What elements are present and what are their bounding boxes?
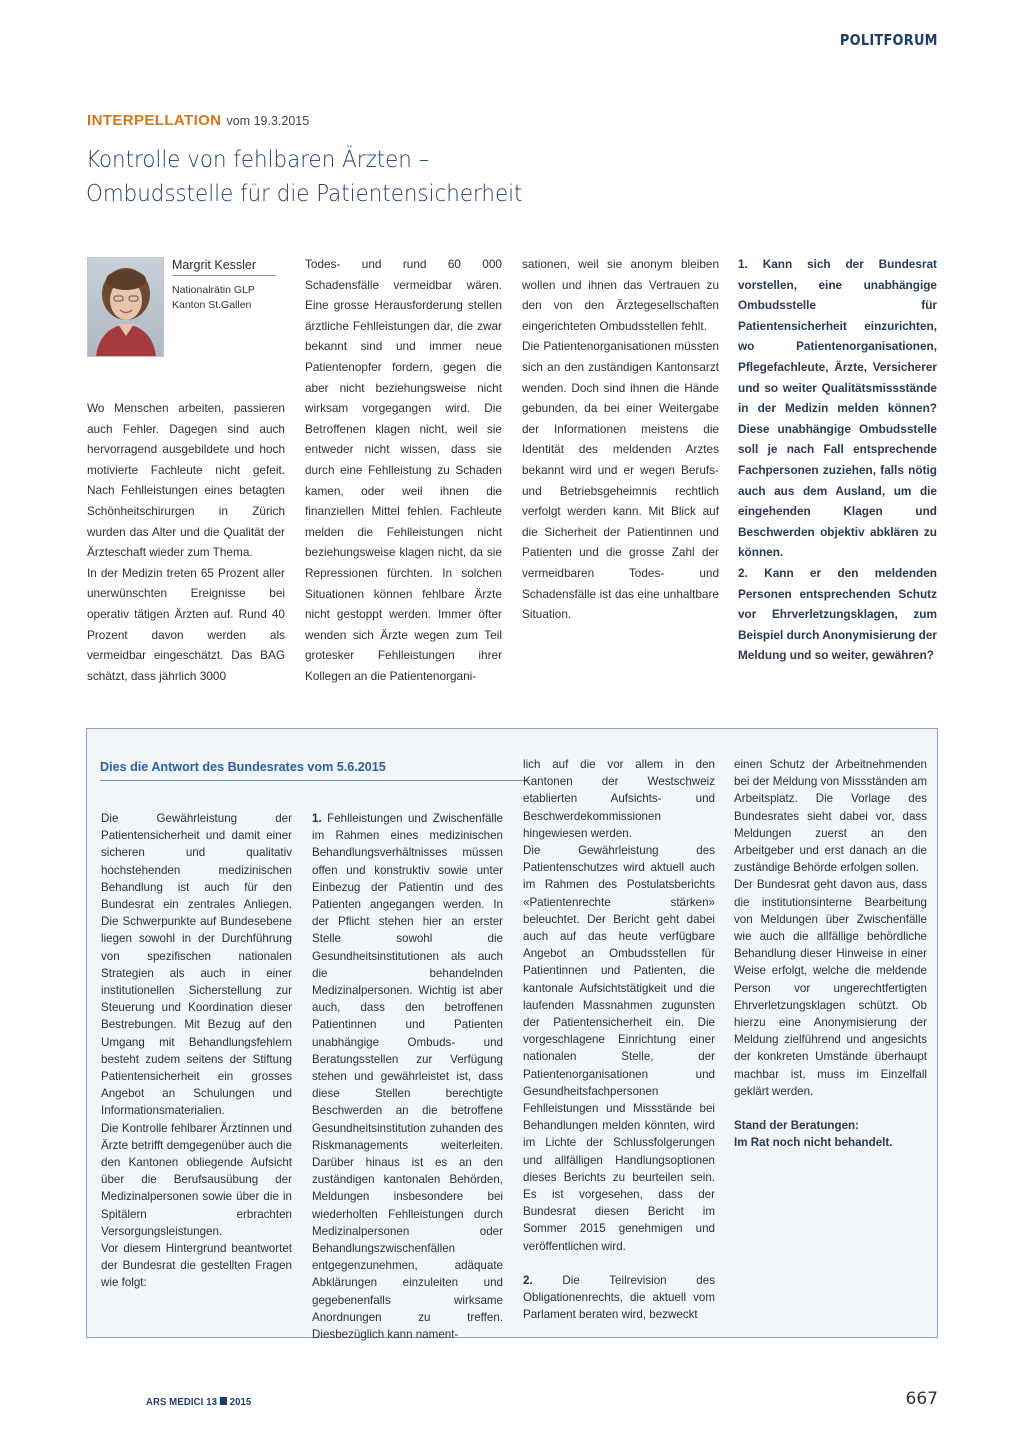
question-text: Kann sich der Bundesrat vorstellen, eine unabhängige Ombudsstelle für Patientensicherheit einzurichten, wo Patientenorganisationen, Pflegefachleute, Ärzte, Versicherer und so weiter Qualitätsmissstände in der Medizin melden können? Diese unabhängige Ombudsstelle soll je nach Fall entsprechende Fachpersonen zuziehen, falls nötig auch aus dem Ausland, um die eingehenden Klagen und Beschwerden objektiv abklären zu können. (738, 257, 937, 560)
kicker-tag: INTERPELLATION (87, 112, 222, 129)
journal-year: 2015 (229, 1396, 252, 1408)
answer-number: 2. (523, 1273, 533, 1287)
article-column-2 (305, 254, 502, 686)
answer-paragraph (523, 1272, 715, 1324)
question-number: 1. (738, 257, 748, 271)
journal-name: ARS MEDICI 13 (146, 1396, 218, 1408)
headline (86, 143, 786, 211)
question-2 (738, 563, 937, 666)
answer-column-2 (312, 810, 503, 1343)
answer-paragraph: Die Gewährleistung der Patientensicherheit und damit einer sicheren und qualitativ hochstehenden medizinischen Behandlung ist auch für den Bundesrat ein zentrales Anliegen. Die Schwerpunkte auf Bundesebene liegen sowohl in der Durchführung von spezifischen nationalen Strategien als auch in einer institutionellen Sicherstellung zur Steuerung und Koordination dieser Bestrebungen. Mit Bezug auf den Umgang mit Behandlungsfehlern besteht zudem seitens der Stiftung Patientensicherheit ein grosses Angebot an Schulungen und Informationsmaterialien. (101, 812, 292, 1118)
headline-line-2: Ombudsstelle für die Patientensicherheit (86, 181, 523, 207)
answer-paragraph (312, 810, 503, 1343)
article-paragraph: Todes- und rund 60 000 Schadensfälle vermeidbar wären. Eine grosse Herausforderung stellen ärztliche Fehlleistungen dar, die zwar bekannt sind und immer neue Patientenopfer fordern, gegen die aber nicht beziehungsweise nicht wirksam vorgegangen wird. Die Betroffenen klagen nicht, weil sie entweder nicht wissen, dass sie durch eine Fehlleistung zu Schaden kamen, oder weil ihnen die finanziellen Mittel fehlen. Fachleute melden die Fehlleistungen nicht beziehungsweise klagen nicht, da sie Repressionen fürchten. In solchen Situationen können fehlbare Ärzte nicht gestoppt werden. Immer öfter wenden sich Ärzte wegen zum Teil grotesker Fehlleistungen ihrer Kollegen an die Patientenorgani- (305, 257, 502, 683)
paragraph-gap (523, 1255, 715, 1272)
section-label: POLITFORUM (840, 31, 938, 49)
article-paragraph: sationen, weil sie anonym bleiben wollen und ihnen das Vertrauen zu den von den Ärztegesellschaften eingerichteten Ombudsstellen fehlt. (522, 257, 719, 333)
answer-column-4 (734, 756, 927, 1151)
status-label: Stand der Beratungen: (734, 1119, 859, 1133)
author-photo (87, 257, 164, 357)
portrait-photo-icon (88, 258, 163, 356)
federal-council-answer-box (86, 728, 938, 1342)
answer-paragraph: Die Gewährleistung des Patientenschutzes wird aktuell auch im Rahmen des Postulatsberichts «Patientenrechte stärken» beleuchtet. Der Bericht geht dabei auch auf das heute verfügbare Angebot an Ombudsstellen für Patientinnen und Patienten, die kantonale Aufsichtstätigkeit und die laufenden Massnahmen zugunsten der Patientensicherheit ein. Die vorgeschlagene Einrichtung einer nationalen Stelle, der Patientenorganisationen und Gesundheitsfachpersonen Fehlleistungen und Missstände bei Behandlungen melden könnten, wird im Lichte der Schlussfolgerungen und allfälligen Handlungsoptionen dieses Berichts zu beurteilen sein. Es ist vorgesehen, dass der Bundesrat diesen Bericht im Sommer 2015 genehmigen und veröffentlichen wird. (523, 844, 715, 1253)
article-paragraph: Die Patientenorganisationen müssten sich an den zuständigen Kantonsarzt wenden. Doch sind ihnen die Hände gebunden, da bei einer Weitergabe der Informationen meistens die Identität des meldenden Arztes bekannt wird und er wegen Berufs- und Betriebsgeheimnis rechtlich verfolgt werden kann. Mit Blick auf die Sicherheit der Patientinnen und Patienten und die grosse Zahl der vermeidbaren Todes- und Schadensfälle ist das eine unhaltbare Situation. (522, 339, 719, 622)
question-1 (738, 254, 937, 563)
question-text: Kann er den meldenden Personen entsprechenden Schutz vor Ehrverletzungsklagen, zum Beispiel durch Anonymisierung der Meldung und so weiter, gewähren? (738, 565, 938, 663)
article-paragraph: In der Medizin treten 65 Prozent aller unerwünschten Ereignisse bei operativ tätigen Ärzten auf. Rund 40 Prozent davon werden als vermeidbar eingeschätzt. Das BAG schätzt, dass jährlich 3000 (87, 565, 285, 683)
kicker (87, 112, 309, 129)
answer-column-1 (101, 810, 292, 1292)
square-separator-icon (220, 1397, 227, 1405)
answer-column-3 (523, 756, 715, 1324)
author-block (172, 258, 276, 313)
question-number: 2. (738, 565, 748, 580)
author-name: Margrit Kessler (172, 258, 276, 276)
answer-paragraph: Der Bundesrat geht davon aus, dass die institutionsinterne Bearbeitung von Meldungen über Zwischenfälle wie auch die allfällige behördliche Behandlung dieser Hinweise in einer Weise erfolgt, welche die meldende Person vor ungerechtfertigten Ehrverletzungsklagen schützt. Ob hierzu eine Anonymisierung der Meldung zielführend und angesichts der konkreten Umstände überhaupt machbar ist, muss im Einzelfall geklärt werden. (734, 878, 927, 1098)
kicker-date: vom 19.3.2015 (226, 114, 310, 128)
status-value: Im Rat noch nicht behandelt. (734, 1136, 893, 1150)
article-paragraph: Wo Menschen arbeiten, passieren auch Fehler. Dagegen sind auch hervorragend ausgebildete und hoch motivierte Fachleute nicht gefeit. Nach Fehlleistungen eines betagten Schönheitschirurgen in Zürich wurden das Alter und die Qualität der Ärzteschaft wieder zum Thema. (87, 401, 285, 560)
headline-line-1: Kontrolle von fehlbaren Ärzten – (86, 147, 430, 173)
answer-paragraph: Vor diesem Hintergrund beantwortet der Bundesrat die gestellten Fragen wie folgt: (101, 1242, 292, 1290)
page-number: 667 (905, 1389, 938, 1409)
answer-text: Die Teilrevision des Obligationenrechts, die aktuell vom Parlament beraten wird, bezweckt (523, 1273, 715, 1322)
interpellation-questions (738, 254, 937, 666)
answer-paragraph: Die Kontrolle fehlbarer Ärztinnen und Ärzte betrifft demgegenüber auch die den Kantonen obliegende Aufsicht über die Berufsausübung der Medizinalpersonen sowie über die in Spitälern erbrachten Versorgungsleistungen. (101, 1121, 292, 1238)
answer-text: Fehlleistungen und Zwischenfälle im Rahmen eines medizinischen Behandlungsverhältnisses müssen offen und konstruktiv sowie unter Einbezug der Patientin und des Patienten angegangen werden. In der Pflicht stehen hier an erster Stelle sowohl die Gesundheitsinstitutionen als auch die behandelnden Medizinalpersonen. Wichtig ist aber auch, dass den betroffenen Patientinnen und Patienten unabhängige Ombuds- und Beratungsstellen zur Verfügung stehen und gewährleistet ist, dass diese Stellen berechtigte Beschwerden an die betroffene Gesundheitsinstitution zuhanden des Riskmanagements weiterleiten. Darüber hinaus ist es an den zuständigen kantonalen Behörden, Meldungen insbesondere bei wiederholten Fehlleistungen durch Medizinalpersonen oder Behandlungszwischenfällen entgegenzunehmen, adäquate Abklärungen einzuleiten und gegebenenfalls wirksame Anordnungen zu treffen. Diesbezüglich kann nament- (312, 812, 503, 1342)
paragraph-gap (734, 1100, 927, 1117)
footer-journal (146, 1396, 251, 1408)
article-column-1 (87, 398, 285, 686)
answer-paragraph: lich auf die vor allem in den Kantonen der Westschweiz etablierten Aufsichts- und Beschwerdekommissionen hingewiesen werden. (523, 758, 715, 840)
author-role: Nationalrätin GLP (172, 284, 255, 296)
answer-title: Dies die Antwort des Bundesrates vom 5.6.2015 (100, 760, 530, 781)
author-canton: Kanton St.Gallen (172, 299, 252, 311)
answer-paragraph: einen Schutz der Arbeitnehmenden bei der Meldung von Missständen am Arbeitsplatz. Die Vorlage des Bundesrates sieht dabei vor, dass Meldungen zuerst an den Arbeitgeber und erst danach an die zuständige Behörde erfolgen sollen. (734, 758, 927, 875)
article-column-3 (522, 254, 719, 625)
answer-number: 1. (312, 812, 322, 825)
